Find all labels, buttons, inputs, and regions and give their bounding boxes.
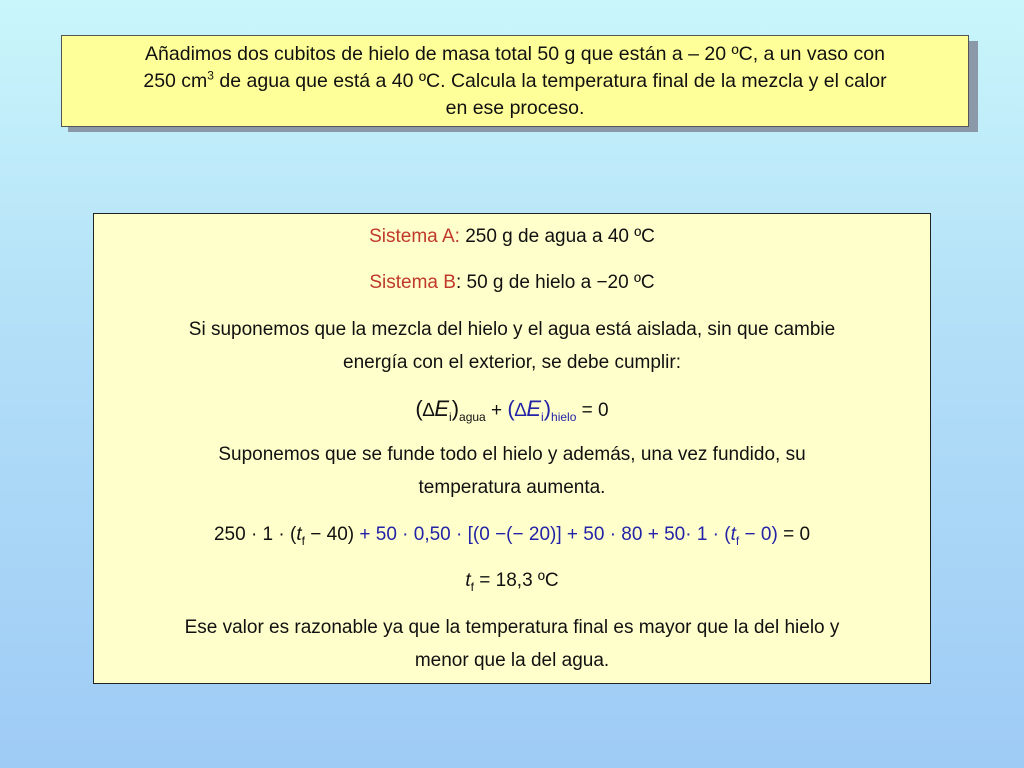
subscript-hielo: hielo — [551, 409, 577, 424]
problem-text: de agua que está a 40 ºC. Calcula la temperatura final de la mezcla y el calor — [213, 70, 887, 92]
delta-symbol: ∆ — [422, 400, 435, 421]
problem-text: en ese proceso. — [445, 97, 585, 119]
subscript-f: f — [301, 533, 305, 548]
superscript-3: 3 — [207, 68, 214, 83]
paragraph-text: energía con el exterior, se debe cumplir: — [343, 352, 681, 373]
heat-equation — [94, 524, 930, 546]
subscript-agua: agua — [459, 409, 486, 424]
paragraph-2-line-1 — [94, 444, 930, 466]
ice-energy-term — [507, 396, 577, 424]
paragraph-1-line-1 — [94, 319, 930, 341]
t-symbol: t — [730, 524, 736, 545]
paragraph-text: Suponemos que se funde todo el hielo y además, una vez fundido, su — [218, 444, 806, 465]
subscript-f: f — [470, 579, 475, 594]
energy-symbol: E — [526, 396, 542, 421]
water-term: 250 · 1 · ( — [213, 524, 297, 545]
conclusion-line-2 — [94, 650, 930, 672]
conclusion-text: menor que la del agua. — [414, 650, 610, 671]
ice-term-text: 50 · 0,50 · [(0 −(− 20)] + 50 · 80 + 50· 1 · ( — [375, 524, 731, 545]
delta-symbol: ∆ — [514, 400, 527, 421]
ice-term-end: − 0) — [739, 524, 778, 545]
paragraph-2-line-2 — [94, 477, 930, 499]
sistema-a-text: 250 g de agua a 40 ºC — [459, 226, 655, 247]
equals-zero: = 0 — [777, 524, 811, 545]
plus-sign: + — [359, 524, 376, 545]
paren-close: ) — [451, 396, 460, 421]
energy-balance-equation — [94, 396, 930, 422]
problem-line-2 — [62, 68, 968, 95]
problem-line-1 — [62, 41, 968, 68]
plus-sign: + — [485, 400, 508, 421]
subscript-f: f — [735, 533, 740, 548]
final-temperature-result — [94, 570, 930, 592]
subscript-i: i — [541, 409, 544, 424]
paragraph-1-line-2 — [94, 352, 930, 374]
problem-line-3 — [62, 95, 968, 122]
sistema-b-line — [94, 272, 930, 294]
conclusion-text: Ese valor es razonable ya que la temperatura final es mayor que la del hielo y — [184, 617, 840, 638]
conclusion-line-1 — [94, 617, 930, 639]
result-value: = 18,3 ºC — [474, 570, 559, 591]
sistema-a-label: Sistema A: — [369, 226, 460, 247]
ice-term — [375, 524, 778, 548]
subscript-i: i — [449, 409, 452, 424]
sistema-b-text: : 50 g de hielo a −20 ºC — [455, 272, 655, 293]
problem-text: Añadimos dos cubitos de hielo de masa total 50 g que están a – 20 ºC, a un vaso con — [145, 43, 885, 65]
t-symbol: t — [296, 524, 302, 545]
water-term-end: − 40) — [304, 524, 360, 545]
equals-zero: = 0 — [576, 400, 609, 421]
paren-open: ( — [415, 396, 423, 421]
sistema-b-label: Sistema B — [369, 272, 456, 293]
t-symbol: t — [465, 570, 471, 591]
energy-symbol: E — [434, 396, 450, 421]
sistema-a-line — [94, 226, 930, 248]
paragraph-text: Si suponemos que la mezcla del hielo y el agua está aislada, sin que cambie — [188, 319, 836, 340]
paragraph-text: temperatura aumenta. — [418, 477, 606, 498]
problem-statement-box — [61, 35, 969, 127]
solution-box — [93, 213, 931, 684]
paren-open: ( — [507, 396, 515, 421]
problem-text: 250 cm — [143, 70, 208, 92]
paren-close: ) — [543, 396, 552, 421]
